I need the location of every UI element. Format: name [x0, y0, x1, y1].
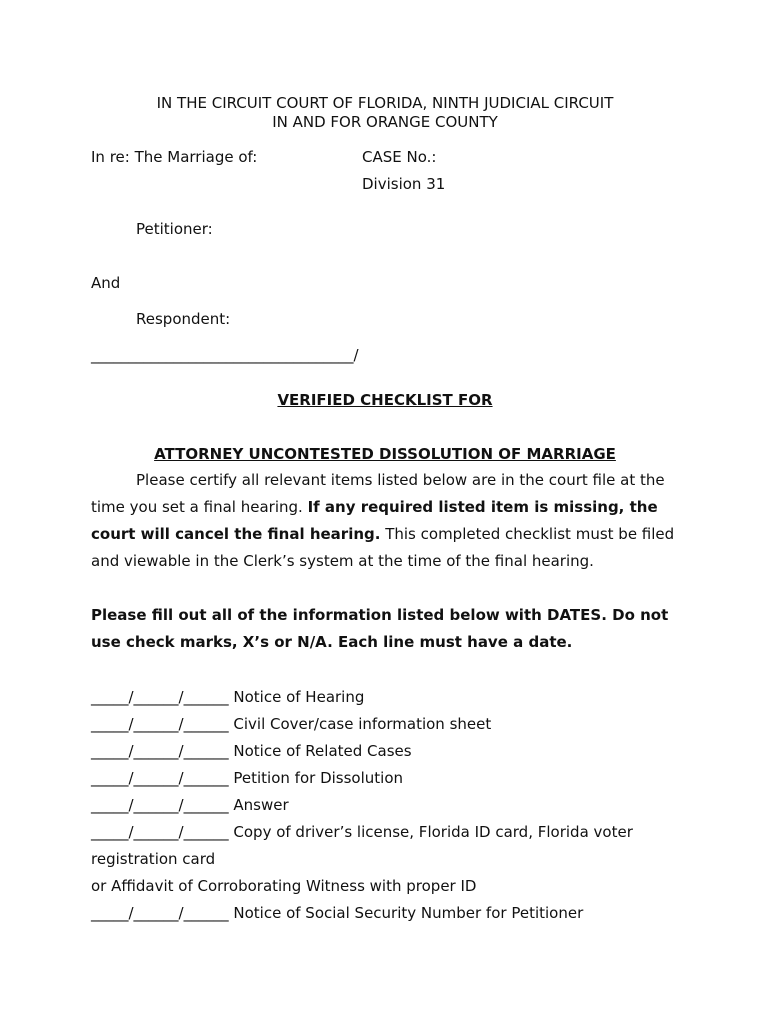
respondent-label: Respondent:	[136, 310, 231, 328]
date-blank: _____/______/______	[91, 904, 229, 922]
checklist-item	[91, 714, 491, 734]
date-blank: _____/______/______	[91, 715, 229, 733]
checklist-item	[91, 795, 289, 815]
date-blank: _____/______/______	[91, 688, 229, 706]
division-label: Division 31	[362, 175, 446, 193]
in-re-label: In re: The Marriage of:	[91, 148, 258, 166]
checklist-item-label: Notice of Related Cases	[233, 742, 412, 760]
checklist-item	[91, 741, 412, 761]
petitioner-label: Petitioner:	[136, 220, 213, 238]
checklist-item-continuation: or Affidavit of Corroborating Witness with proper ID	[91, 877, 477, 895]
checklist-item-label: Civil Cover/case information sheet	[233, 715, 492, 733]
date-blank: _____/______/______	[91, 823, 229, 841]
checklist-item-label: Petition for Dissolution	[233, 769, 404, 787]
checklist-item	[91, 822, 633, 842]
caption-signature-line: ___________________________________/	[91, 346, 359, 364]
court-heading-line-2: IN AND FOR ORANGE COUNTY	[272, 113, 498, 131]
checklist-item-label: Answer	[233, 796, 289, 814]
instructions-warning: If any required listed item is missing, the court will cancel the final hearing.	[91, 498, 658, 543]
instructions-text-1: Please certify all relevant items listed below are in the court file at the time you set a final hearing.	[91, 471, 665, 516]
instructions-paragraph	[91, 467, 691, 575]
checklist-item-label: Copy of driver’s license, Florida ID card, Florida voter	[233, 823, 633, 841]
date-blank: _____/______/______	[91, 796, 229, 814]
date-blank: _____/______/______	[91, 769, 229, 787]
checklist-item	[91, 687, 364, 707]
instructions-text-2: This completed checklist must be filed and viewable in the Clerk’s system at the time of the final hearing.	[91, 525, 675, 570]
checklist-item-continuation: registration card	[91, 850, 216, 868]
and-label: And	[91, 274, 121, 292]
title-line-2: ATTORNEY UNCONTESTED DISSOLUTION OF MARRIAGE	[154, 445, 616, 463]
court-heading-line-1: IN THE CIRCUIT COURT OF FLORIDA, NINTH JUDICIAL CIRCUIT	[156, 94, 614, 112]
checklist-item-label: Notice of Social Security Number for Petitioner	[233, 904, 584, 922]
checklist-item	[91, 768, 403, 788]
date-blank: _____/______/______	[91, 742, 229, 760]
case-number-label: CASE No.:	[362, 148, 437, 166]
title-line-1: VERIFIED CHECKLIST FOR	[277, 391, 493, 409]
date-instructions: Please fill out all of the information listed below with DATES. Do not use check marks, X’s or N/A. Each line must have a date.	[91, 606, 669, 651]
checklist-item-label: Notice of Hearing	[233, 688, 365, 706]
checklist-item	[91, 903, 583, 923]
